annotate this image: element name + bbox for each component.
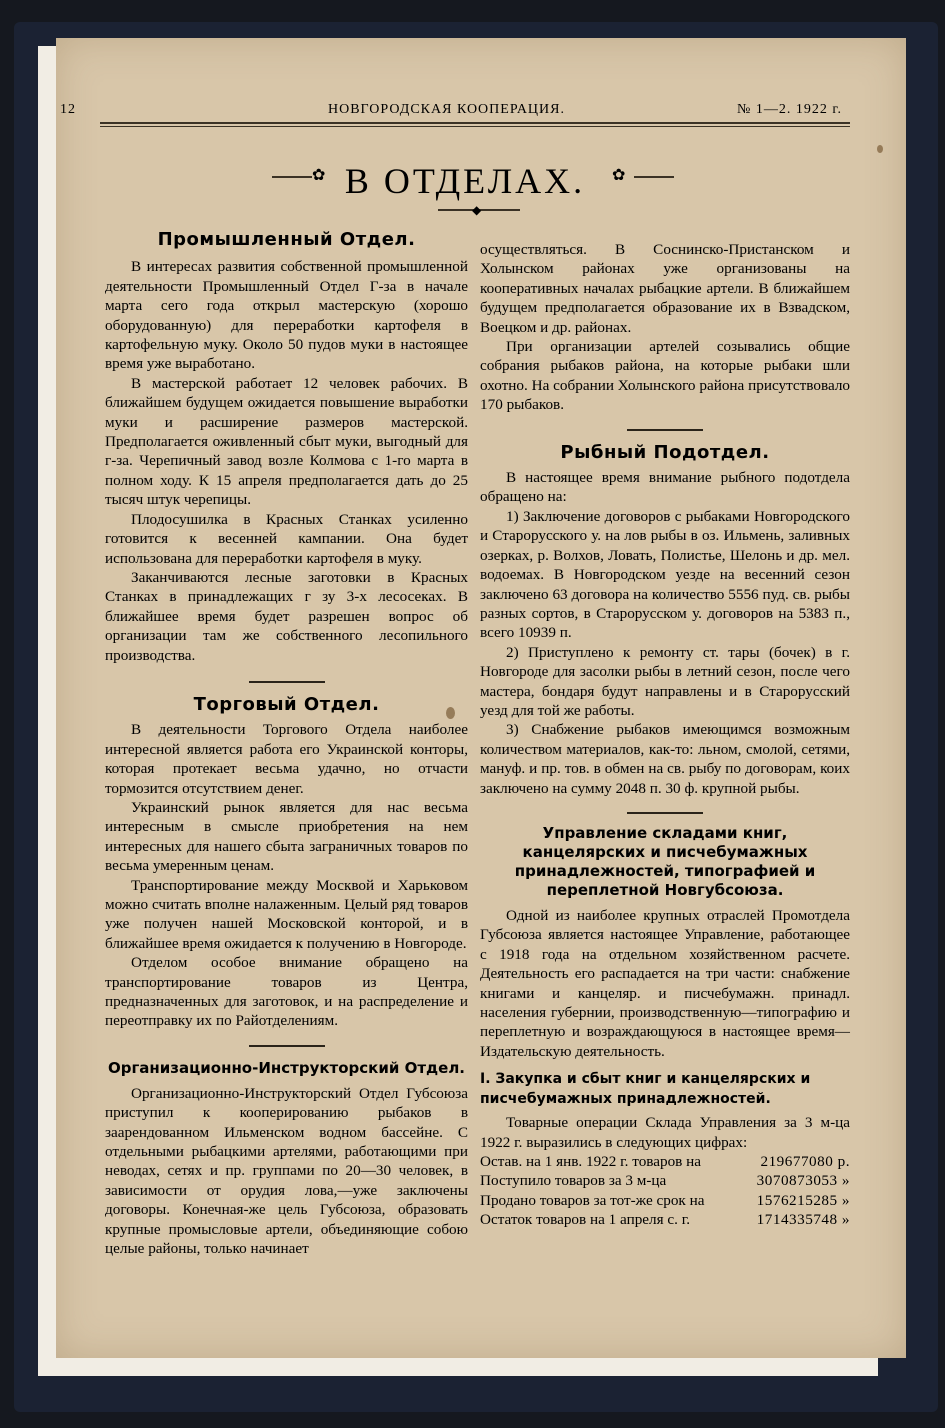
- row-label: Остаток товаров на 1 апреля с. г.: [480, 1211, 691, 1229]
- paragraph: В деятельности Торгового Отдела наиболее интересной является работа его Украинской конторы, которая протекает весьма удачно, но отчасти тормозится отсутствием денег.: [105, 721, 468, 797]
- books-subheading: I. Закупка и сбыт книг и канцелярских и писчебумажных принадлежностей.: [480, 1071, 811, 1108]
- page-number: 12: [60, 102, 76, 117]
- paper-stain: [877, 145, 883, 153]
- paragraph: Плодосушилка в Красных Станках усиленно готовится к весенней кампании. Она будет использована для переработки картофеля в муку.: [105, 510, 468, 567]
- table-row: [480, 1210, 850, 1229]
- row-label: Остав. на 1 янв. 1922 г. товаров на: [480, 1153, 702, 1171]
- header-rule: [100, 122, 850, 124]
- header-rule-thin: [100, 126, 850, 127]
- paragraph: Товарные операции Склада Управления за 3 м-ца 1922 г. выразились в следующих цифрах:: [480, 1114, 850, 1151]
- right-column: [480, 240, 850, 1230]
- paragraph: Организационно-Инструкторский Отдел Губсоюза приступил к кооперированию рыбаков в заарендованном Ильменском водном бассейне. С отдельными рыбацкими артелями, работающими при неводах, сетях и пр. группами по 20—30 человек, в зависимости от орудия лова,—уже заключены договоры. Конечная-же цель Губсоюза, образовать крупные промысловые артели, объединяющие собою целые районы, только начинает: [105, 1084, 468, 1258]
- fish-heading: Рыбный Подотдел.: [560, 441, 770, 463]
- trade-heading: Торговый Отдел.: [193, 693, 380, 715]
- paragraph: Одной из наиболее крупных отраслей Промотдела Губсоюза является настоящее Управление, работающее с 1918 года на отдельном хозяйственном расчете. Деятельность его распадается на три части: снабжение книгами и канцеляр. и писчебумажн. принадл. населения губернии, производственную—типографию и переплетную и возраждающуюся в настоящее время—Издательскую деятельность.: [480, 906, 850, 1060]
- row-label: Поступило товаров за 3 м-ца: [480, 1172, 667, 1190]
- list-item: 1) Заключение договоров с рыбаками Новгородского и Старорусского у. на лов рыбы в оз. Ильмень, заливных озерках, р. Волхов, Ловать, Полистье, Шелонь и др. мел. водоемах. В Новгородском уезде на весенний сезон заключено 63 договора на количество 5556 пуд. св. рыбы разных сортов, в Старорусском у. договоров на 5383 п., всего 10939 п.: [480, 507, 850, 642]
- swash-icon: ◆: [472, 203, 482, 217]
- paragraph: В интересах развития собственной промышленной деятельности Промышленный Отдел Г-за в начале марта сего года открыл мастерскую (хорошо оборудованную) для переработки картофеля в картофельную муку. Около 50 пудов муки в настоящее время уже выработано.: [105, 258, 468, 373]
- issue-number: № 1—2. 1922 г.: [736, 102, 842, 117]
- paragraph: Заканчиваются лесные заготовки в Красных Станках в принадлежащих г зу 3-х лесосеках. В ближайшее время будет разрешен вопрос об организации там же собственного лесопильного производства.: [105, 568, 468, 664]
- paragraph: Транспортирование между Москвой и Харьковом можно считать вполне налаженным. Целый ряд товаров уже получен нашей Московской конторой, и в ближайшее время ожидается к получению в Новгороде.: [105, 876, 468, 952]
- row-value: 3070873053 »: [756, 1172, 850, 1190]
- left-column: [105, 230, 468, 1259]
- publication-title: НОВГОРОДСКАЯ КООПЕРАЦИЯ.: [328, 102, 565, 117]
- title-ornament-right: [612, 167, 702, 184]
- paragraph: осуществляться. В Соснинско-Пристанском и Холынском районах уже организованы на кооперативных началах рыбацкие артели. В ближайшем будущем предполагается образование их в Взвадском, Воецком и др. районах.: [480, 241, 850, 336]
- industrial-heading: Промышленный Отдел.: [157, 229, 416, 250]
- flourish-icon: ✿: [312, 167, 326, 184]
- row-value: 219677080 р.: [760, 1153, 850, 1171]
- paragraph: Отделом особое внимание обращено на транспортирование товаров из Центра, предназначенных для заготовок, и на распределение и переотправку их по Райотделениям.: [105, 954, 468, 1030]
- paragraph: В настоящее время внимание рыбного подотдела обращено на:: [480, 469, 850, 506]
- list-item: 2) Приступлено к ремонту ст. тары (бочек) в г. Новгороде для засолки рыбы в летний сезон, после чего мастера, бондаря будут направлены и в Старорусский уезд для той же работы.: [480, 643, 850, 719]
- books-heading: Управление складами книг, канцелярских и писчебумажных принадлежностей, типографией и переплетной Новгубсоюза.: [514, 823, 816, 899]
- row-value: 1576215285 »: [756, 1191, 850, 1209]
- paragraph: В мастерской работает 12 человек рабочих. В ближайшем будущем ожидается повышение выработки муки и расширение размеров мастерской. Предполагается оживленный сбыт муки, выгодный для г-за. Черепичный завод возле Колмова с 1-го марта в полном ходу. К 15 апреля предполагается дать до 25 тысяч штук черепицы.: [105, 374, 468, 509]
- row-label: Продано товаров за тот-же срок на: [480, 1191, 705, 1209]
- paper-stain: [446, 707, 455, 719]
- org-heading: Организационно-Инструкторский Отдел.: [107, 1058, 466, 1077]
- table-row: [480, 1171, 850, 1190]
- section-title: В ОТДЕЛАХ.: [344, 161, 586, 201]
- paragraph: При организации артелей созывались общие собрания рыбаков района, на которые рыбаки шли охотно. На собрании Холынского района присутствовало 170 рыбаков.: [480, 338, 850, 414]
- list-item: 3) Снабжение рыбаков имеющимся возможным количеством материалов, как-то: льном, смолой, сетями, мануф. и пр. тов. в обмен на св. рыбу по договорам, коих заключено на сумму 2048 п. 30 ф. крупной рыбы.: [480, 721, 850, 797]
- table-row: [480, 1152, 850, 1171]
- table-row: [480, 1191, 850, 1210]
- row-value: 1714335748 »: [756, 1211, 850, 1229]
- flourish-icon: ✿: [612, 167, 626, 184]
- paragraph: Украинский рынок является для нас весьма интересным в смысле приобретения на нем интересных для нашего сбыта заграничных товаров по весьма умеренным ценам.: [105, 798, 468, 875]
